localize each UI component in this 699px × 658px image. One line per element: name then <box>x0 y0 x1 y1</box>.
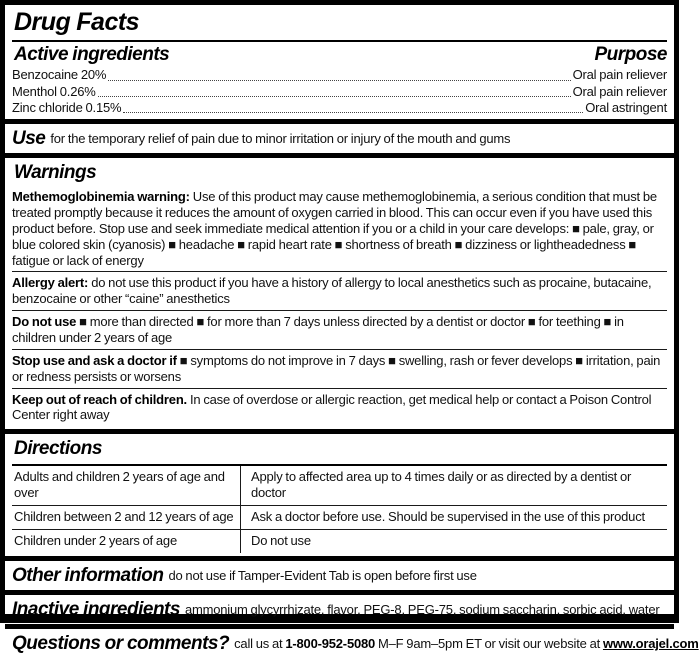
page-title: Drug Facts <box>14 8 140 36</box>
active-ingredients-heading: Active ingredients <box>14 43 170 65</box>
ingredient-name: Zinc chloride 0.15% <box>12 99 122 115</box>
warnings-section <box>5 158 674 429</box>
warning-text: do not use this product if you have a history of allergy to local anesthetics such as procaine, butacaine, benzocaine or other “caine” anesthetics <box>12 275 652 307</box>
purpose-heading: Purpose <box>594 43 667 65</box>
warning-block-methemoglobinemia <box>12 186 667 271</box>
warning-block-allergy-alert <box>12 271 667 310</box>
warning-label: Keep out of reach of children. <box>12 391 187 407</box>
ingredient-name: Menthol 0.26% <box>12 83 96 99</box>
ingredient-purpose: Oral pain reliever <box>572 67 667 83</box>
title-divider <box>12 40 667 42</box>
ingredient-purpose: Oral pain reliever <box>572 83 667 99</box>
inactive-ingredients-section <box>5 595 674 624</box>
directions-section <box>5 434 674 555</box>
warning-label: Methemoglobinemia warning: <box>12 189 190 205</box>
warning-block-do-not-use <box>12 310 667 349</box>
warning-text: ■ symptoms do not improve in 7 days ■ swelling, rash or fever develops ■ irritation, pain or redness persists or worsens <box>12 352 661 384</box>
directions-instruction-cell: Ask a doctor before use. Should be supervised in the use of this product <box>241 506 667 530</box>
warning-label: Do not use <box>12 314 77 330</box>
directions-table <box>12 464 667 552</box>
directions-instruction-cell: Apply to affected area up to 4 times daily or as directed by a dentist or doctor <box>241 466 667 506</box>
dotted-leader <box>98 96 571 97</box>
warning-label: Allergy alert: <box>12 275 89 291</box>
directions-age-cell: Adults and children 2 years of age and over <box>12 466 241 506</box>
other-information-section <box>5 561 674 590</box>
warnings-heading: Warnings <box>14 162 97 184</box>
questions-heading: Questions or comments? <box>12 632 230 654</box>
ingredient-purpose: Oral astringent <box>585 99 667 115</box>
directions-instruction-cell: Do not use <box>251 532 311 548</box>
questions-text-before-phone: call us at <box>234 635 283 651</box>
ingredient-name: Benzocaine 20% <box>12 67 107 83</box>
use-section <box>5 124 674 153</box>
active-ingredients-section <box>5 5 674 119</box>
ingredient-row <box>12 67 667 83</box>
warning-label: Stop use and ask a doctor if <box>12 352 177 368</box>
directions-heading: Directions <box>14 438 102 460</box>
warning-text: ■ more than directed ■ for more than 7 days unless directed by a dentist or doctor ■ for teething ■ in children under 2 years of age <box>12 314 624 345</box>
dotted-leader <box>108 80 570 81</box>
other-information-heading: Other information <box>12 564 164 586</box>
ingredient-row <box>12 100 667 116</box>
inactive-ingredients-heading: Inactive ingredients <box>12 598 180 620</box>
warning-text: In case of overdose or allergic reaction, get medical help or contact a Poison Control Center right away <box>12 391 652 423</box>
warning-block-keep-out-of-reach <box>12 388 667 427</box>
warning-text: Use of this product may cause methemoglobinemia, a serious condition that must be treated promptly because it reduces the amount of oxygen carried in blood. This can occur even if you have used this product before. Stop use and seek immediate medical attention if you or a child in your care develops: ■ pale, gray, or blue colored skin (cyanosis) ■ headache ■ rapid heart rate ■ shortness of breath ■ dizziness or lightheadedness ■ fatigue or lack of energy <box>12 189 657 268</box>
website-link[interactable]: www.orajel.com <box>602 635 699 651</box>
inactive-ingredients-text: ammonium glycyrrhizate, flavor, PEG-8, PEG-75, sodium saccharin, sorbic acid, water <box>184 601 660 617</box>
directions-age-cell: Children under 2 years of age <box>12 530 241 553</box>
use-text: for the temporary relief of pain due to minor irritation or injury of the mouth and gums <box>50 131 511 147</box>
dotted-leader <box>123 112 583 113</box>
use-heading: Use <box>12 128 46 150</box>
other-information-text: do not use if Tamper-Evident Tab is open before first use <box>168 567 477 583</box>
phone-number: 1-800-952-5080 <box>285 635 376 651</box>
questions-text-after-phone: M–F 9am–5pm ET or visit our website at <box>377 635 601 651</box>
directions-age-cell: Children between 2 and 12 years of age <box>12 506 241 530</box>
ingredient-row <box>12 84 667 100</box>
questions-section <box>5 629 699 658</box>
active-ingredients-header <box>12 43 667 68</box>
warning-block-stop-use <box>12 349 667 388</box>
